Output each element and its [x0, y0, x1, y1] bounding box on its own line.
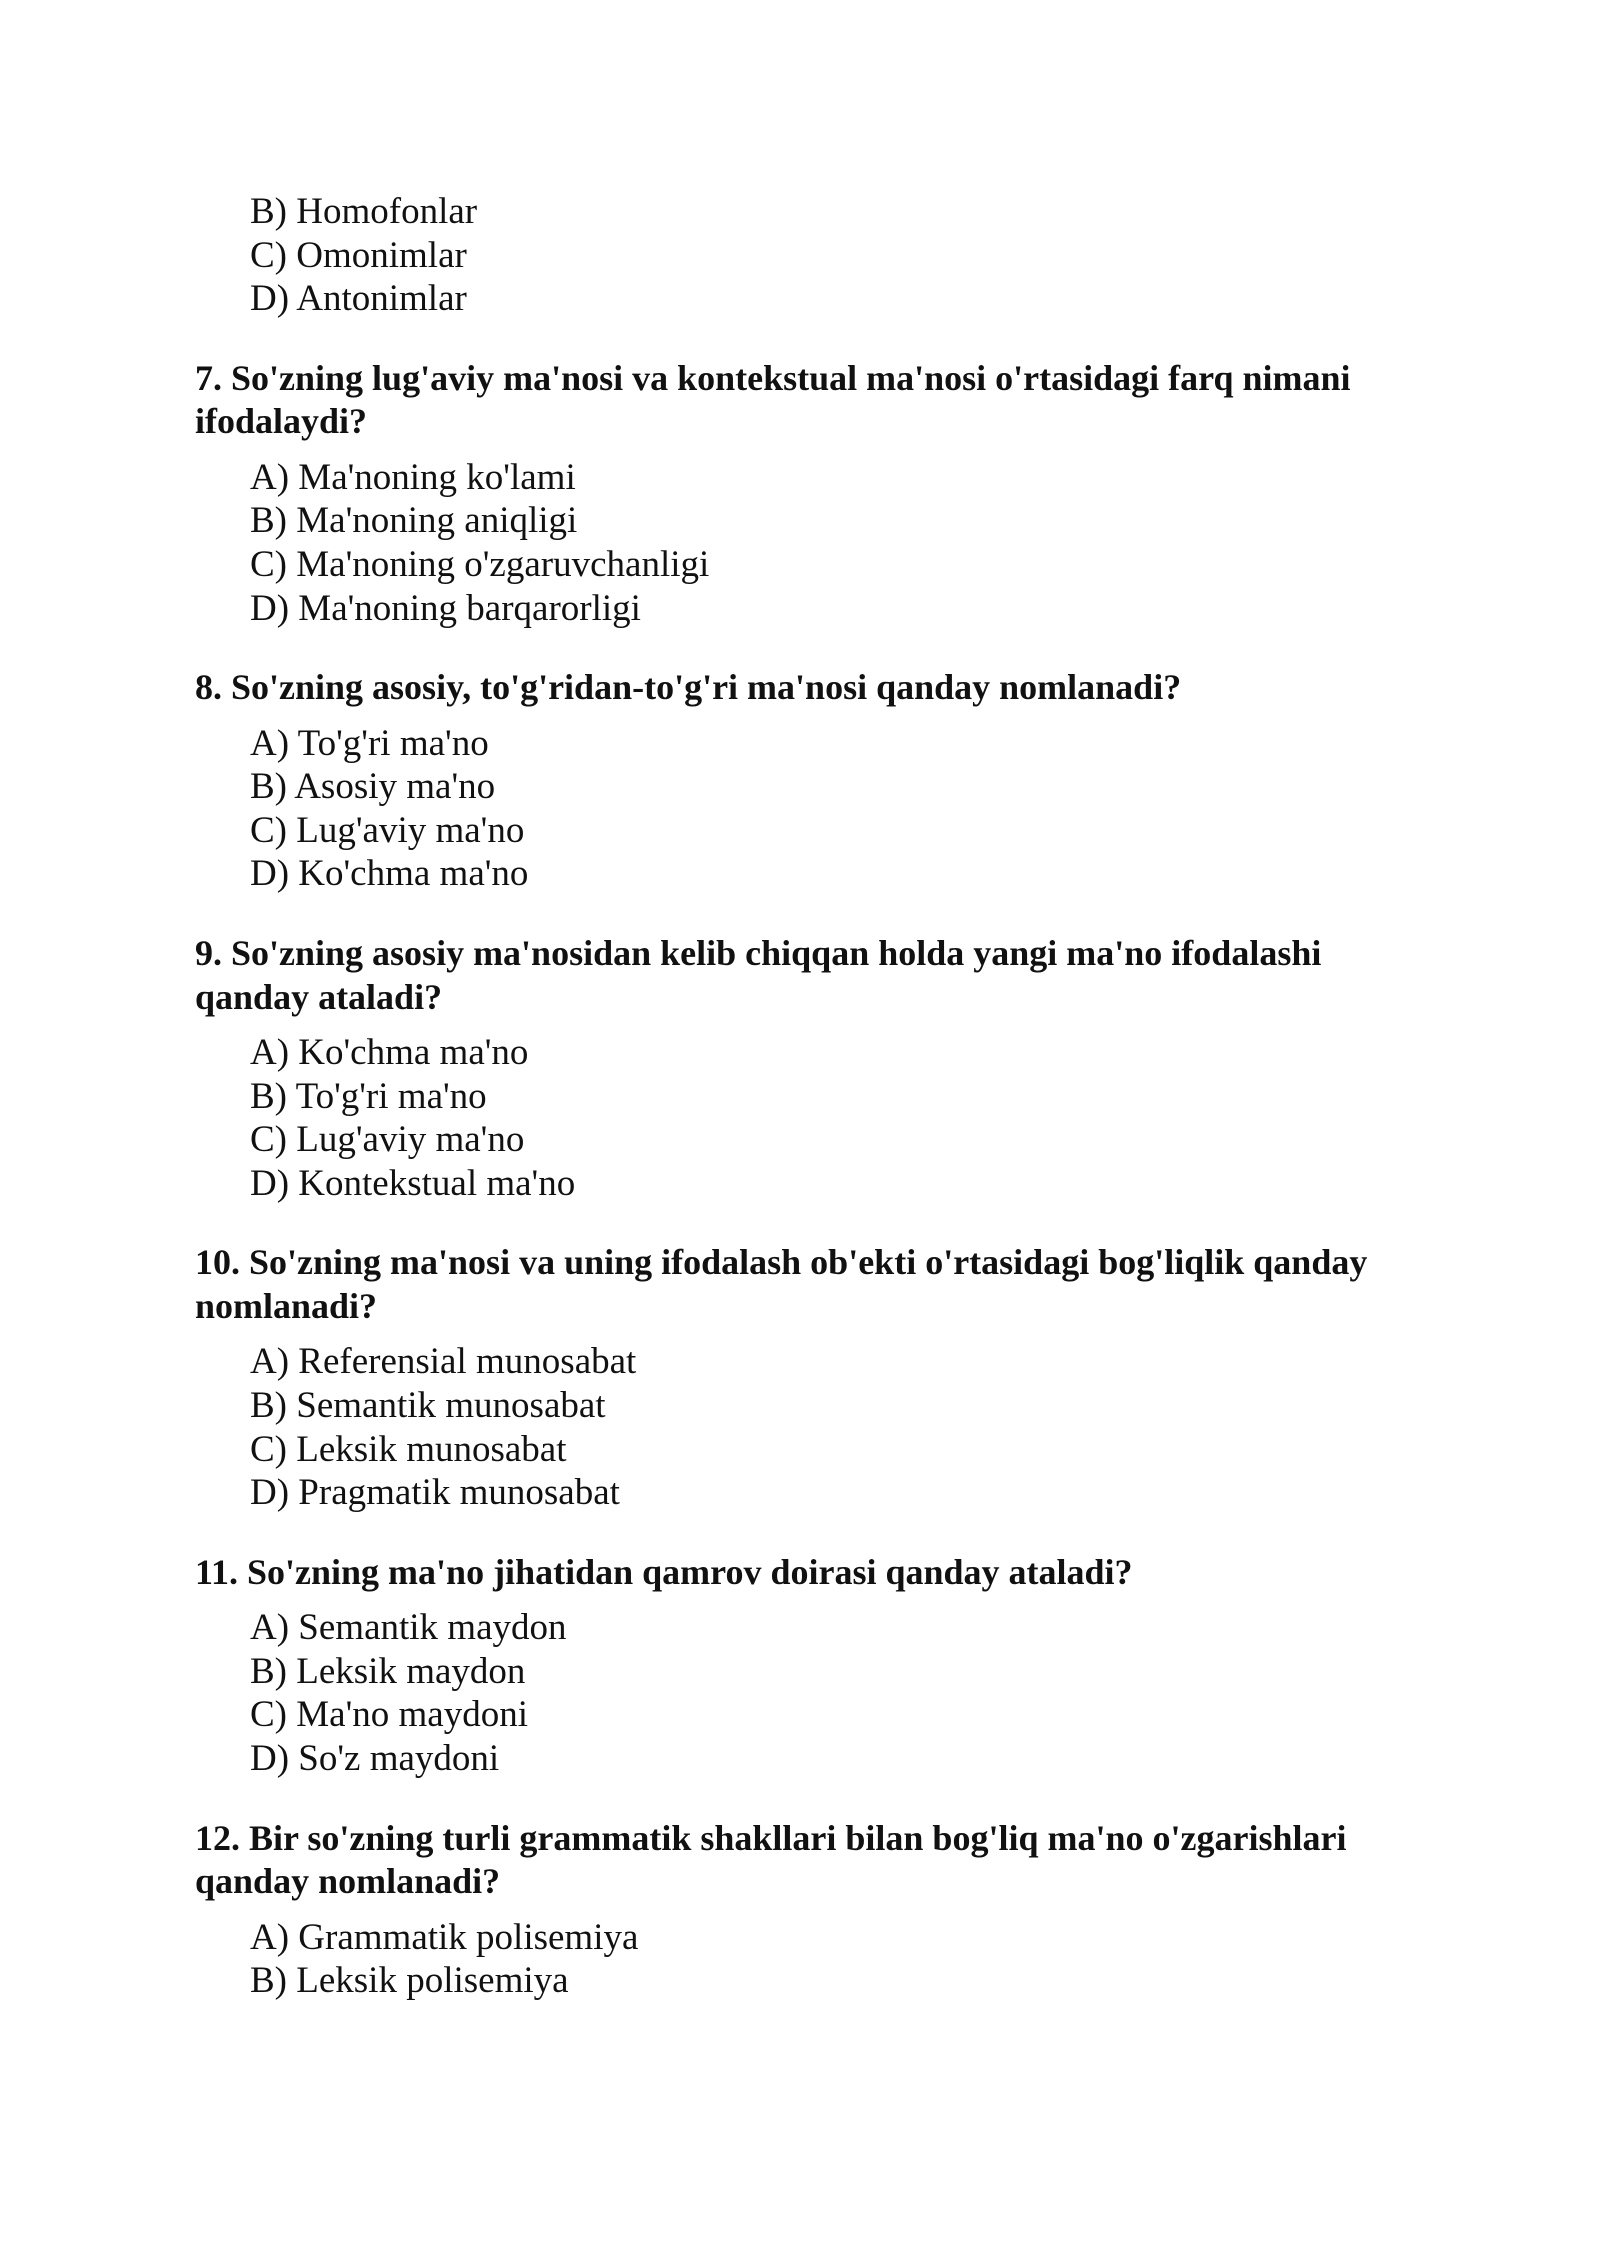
question-text: 11. So'zning ma'no jihatidan qamrov doirasi qanday ataladi? — [195, 1551, 1133, 1592]
answer-option: A) Semantik maydon — [250, 1607, 567, 1649]
answer-option: B) To'g'ri ma'no — [250, 1075, 487, 1117]
question-text: 12. Bir so'zning turli grammatik shakllari bilan bog'liq ma'no o'zgarishlari qanday nomlanadi? — [195, 1817, 1347, 1902]
answer-option: A) To'g'ri ma'no — [250, 722, 489, 764]
question-7 — [195, 357, 1425, 630]
answer-option: B) Leksik maydon — [250, 1650, 526, 1692]
answer-option: B) Leksik polisemiya — [250, 1960, 569, 2002]
question-8 — [195, 666, 1425, 896]
answer-option: D) Antonimlar — [250, 278, 467, 320]
answer-option: A) Grammatik polisemiya — [250, 1916, 639, 1958]
question-text: 9. So'zning asosiy ma'nosidan kelib chiqqan holda yangi ma'no ifodalashi qanday ataladi? — [195, 933, 1322, 1017]
answer-options — [195, 1031, 1425, 1205]
answer-options — [195, 456, 1425, 630]
answer-options — [195, 1340, 1425, 1514]
answer-option: C) Lug'aviy ma'no — [250, 1119, 525, 1161]
leading-options — [195, 190, 1425, 321]
question-text: 7. So'zning lug'aviy ma'nosi va kontekstual ma'nosi o'rtasidagi farq nimani ifodalaydi? — [195, 357, 1351, 442]
answer-options — [195, 1916, 1425, 2003]
answer-option: A) Ko'chma ma'no — [250, 1032, 529, 1074]
question-text: 8. So'zning asosiy, to'g'ridan-to'g'ri ma'nosi qanday nomlanadi? — [195, 667, 1182, 708]
answer-option: A) Ma'noning ko'lami — [250, 456, 576, 498]
answer-options — [195, 722, 1425, 896]
question-9 — [195, 932, 1425, 1205]
answer-option: A) Referensial munosabat — [250, 1341, 637, 1383]
question-10 — [195, 1241, 1425, 1514]
quiz-content — [195, 190, 1425, 2003]
answer-option: C) Ma'noning o'zgaruvchanligi — [250, 543, 710, 585]
answer-option: C) Leksik munosabat — [250, 1428, 567, 1470]
answer-option: D) Ko'chma ma'no — [250, 853, 529, 895]
answer-option: D) Ma'noning barqarorligi — [250, 587, 641, 629]
answer-option: B) Asosiy ma'no — [250, 766, 496, 808]
answer-option: C) Lug'aviy ma'no — [250, 809, 525, 851]
answer-option: B) Semantik munosabat — [250, 1385, 606, 1426]
answer-option: B) Homofonlar — [250, 191, 478, 232]
answer-options — [195, 1606, 1425, 1780]
answer-option: C) Omonimlar — [250, 234, 467, 276]
answer-option: D) Kontekstual ma'no — [250, 1162, 576, 1204]
answer-option: B) Ma'noning aniqligi — [250, 500, 578, 542]
answer-option: D) So'z maydoni — [250, 1738, 500, 1780]
question-11 — [195, 1551, 1425, 1781]
answer-option: D) Pragmatik munosabat — [250, 1472, 620, 1514]
answer-option: C) Ma'no maydoni — [250, 1694, 528, 1736]
question-12 — [195, 1817, 1425, 2003]
question-text: 10. So'zning ma'nosi va uning ifodalash ob'ekti o'rtasidagi bog'liqlik qanday nomlanadi? — [195, 1242, 1368, 1326]
